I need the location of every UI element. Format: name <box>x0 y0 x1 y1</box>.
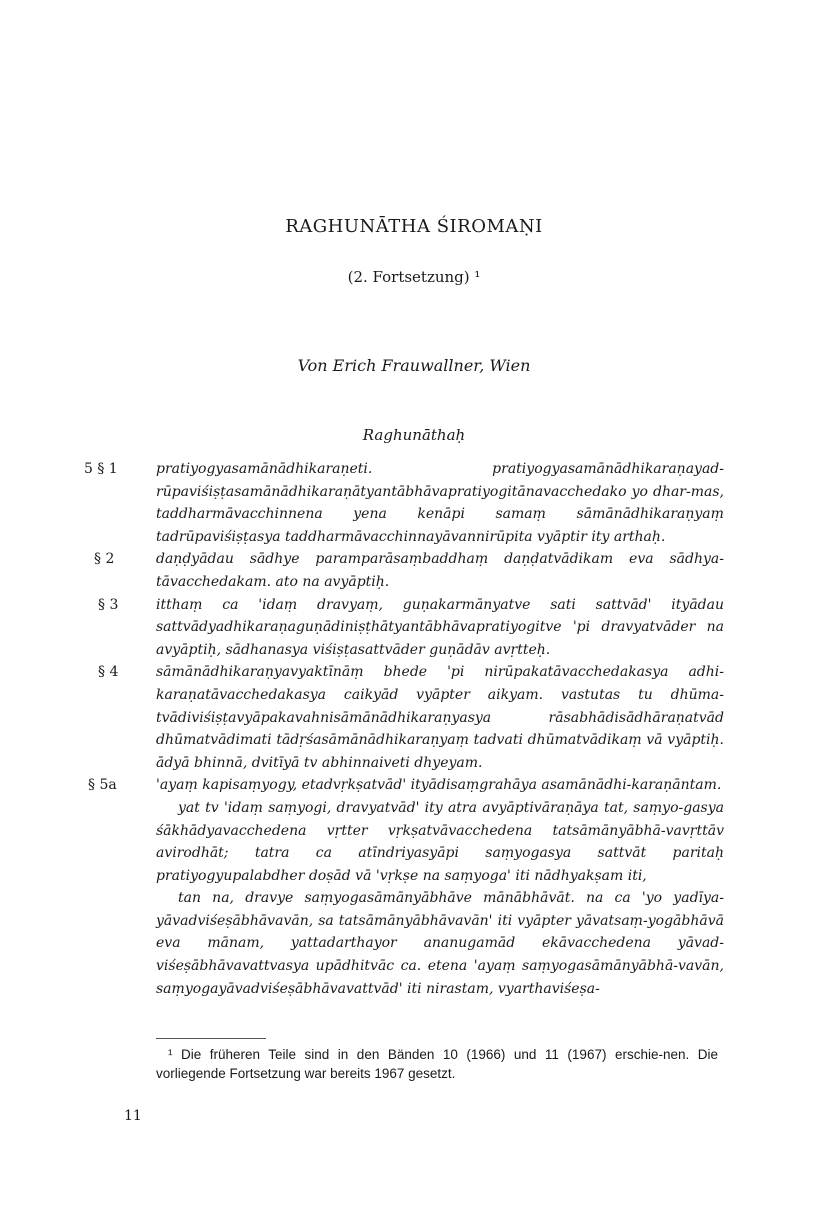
paragraph-5a <box>84 774 724 797</box>
section-marker: § 2 <box>94 551 115 568</box>
page-number: 11 <box>124 1108 142 1124</box>
paragraph-text: sāmānādhikaraṇyavyaktīnāṃ bhede 'pi nirūpakatāvacchedakasya adhi-karaṇatāvacchedakasya caikyād vyāpter aikyam. vastutas tu dhūma-tvādiviśiṣṭavyāpakavahnisāmānādhikaraṇyasya rāsabhādisādhāraṇatvād dhūmatvādimati tādṛśasāmānādhikaraṇyaṃ tadvati dhūmatvādikaṃ vā vyāptiḥ. ādyā bhinnā, dvitīyā tv abhinnaiveti dhyeyam. <box>156 664 724 771</box>
paragraph-5-1 <box>84 458 724 548</box>
section-marker: 5 § 1 <box>84 461 118 477</box>
page-subtitle: (2. Fortsetzung) ¹ <box>347 268 481 286</box>
section-marker: § 5a <box>88 777 117 794</box>
section-heading: Raghunāthaḥ <box>362 426 466 444</box>
section-marker: § 3 <box>98 596 119 613</box>
page-title: RAGHUNĀTHA ŚIROMAṆI <box>285 216 543 237</box>
section-marker: § 4 <box>98 664 119 681</box>
author-line: Von Erich Frauwallner, Wien <box>297 356 531 375</box>
paragraph-4 <box>84 661 724 774</box>
paragraph-continuation: yat tv 'idaṃ saṃyogi, dravyatvād' ity atra avyāptivāraṇāya tat, saṃyo-gasya śākhādyavacchedena vṛtter vṛkṣatvāvacchedena tatsāmānyābhā-vavṛttāv avirodhāt; tatra ca atīndriyasyāpi saṃyogasya sattvāt paritaḥ pratiyogyupalabdher doṣād vā 'vṛkṣe na saṃyoga' iti nādhyakṣam iti, <box>156 799 724 884</box>
paragraph-text: itthaṃ ca 'idaṃ dravyaṃ, guṇakarmānyatve sati sattvād' ityādau sattvādyadhikaraṇaguṇādiniṣṭhātyantābhāvapratiyogitve 'pi dravyatvāder na avyāptiḥ, sādhanasya viśiṣṭasattvāder guṇādāv avṛtteḥ. <box>156 596 724 658</box>
paragraph-continuation: tan na, dravye saṃyogasāmānyābhāve mānābhāvāt. na ca 'yo yadīya-yāvadviśeṣābhāvavān, sa tatsāmānyābhāvavān' iti vyāpter yāvatsaṃ-yogābhāvā eva mānam, yattadarthayor ananugamād ekāvacchedena yāvad-viśeṣābhāvavattvasya upādhitvāc ca. etena 'ayaṃ saṃyogasāmānyābhā-vavān, saṃyogayāvadviśeṣābhāvavattvād' iti nirastam, vyarthaviśeṣa- <box>156 890 724 997</box>
paragraph-text: daṇḍyādau sādhye paramparāsaṃbaddhaṃ daṇḍatvādikam eva sādhya-tāvacchedakam. ato na avyāptiḥ. <box>156 551 724 590</box>
footnote: ¹ Die früheren Teile sind in den Bänden 10 (1966) und 11 (1967) erschie-nen. Die vorliegende Fortsetzung war bereits 1967 gesetzt. <box>156 1047 718 1081</box>
main-text <box>84 458 724 1000</box>
paragraph-text: pratiyogyasamānādhikaraṇeti. pratiyogyasamānādhikaraṇayad-rūpaviśiṣṭasamānādhikaraṇātyantābhāvapratiyogitānavacchedako yo dhar-mas, taddharmāvacchinnena yena kenāpi samaṃ sāmānādhikaraṇyaṃ tadrūpaviśiṣṭasya taddharmāvacchinnayāvannirūpita vyāptir ity arthaḥ. <box>156 461 724 545</box>
paragraph-3 <box>84 594 724 662</box>
paragraph-2 <box>84 548 724 593</box>
footnote-divider <box>156 1038 266 1039</box>
paragraph-text: 'ayaṃ kapisaṃyogy, etadvṛkṣatvād' ityādisaṃgrahāya asamānādhi-karaṇāntam. <box>156 777 722 794</box>
